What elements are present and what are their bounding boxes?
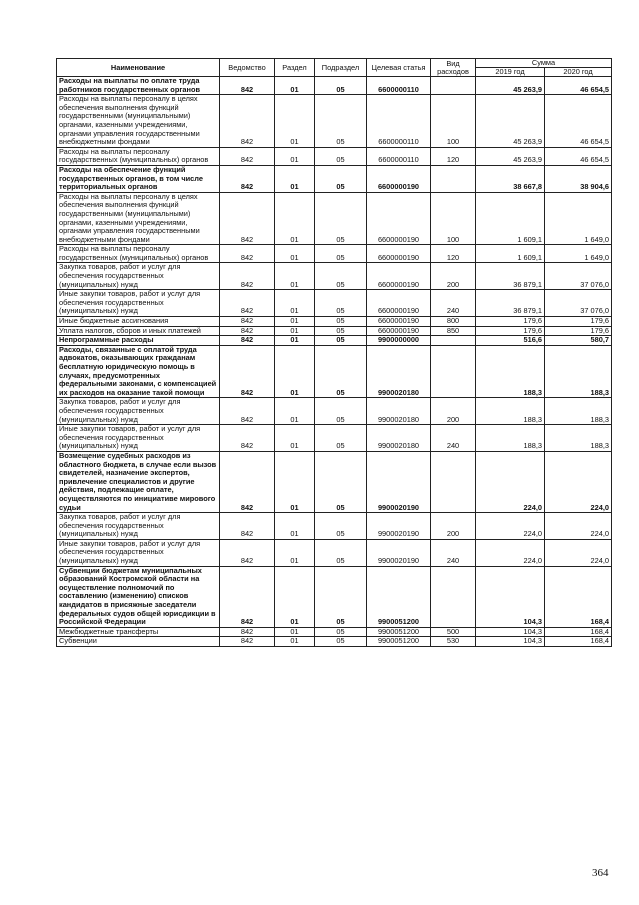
- cell-section: 01: [275, 336, 315, 346]
- cell-2019: 45 263,9: [476, 147, 545, 165]
- cell-2020: 188,3: [545, 398, 612, 425]
- cell-subsection: 05: [315, 566, 367, 627]
- cell-dept: 842: [220, 627, 275, 637]
- cell-target: 6600000190: [367, 192, 431, 245]
- table-row: [57, 637, 612, 647]
- cell-2019: 36 879,1: [476, 290, 545, 317]
- page-number: 364: [592, 867, 609, 879]
- header-sum: Сумма: [476, 59, 612, 68]
- cell-type: 850: [431, 326, 476, 336]
- cell-2020: 46 654,5: [545, 95, 612, 148]
- cell-name: Непрограммные расходы: [57, 336, 220, 346]
- cell-type: 200: [431, 513, 476, 540]
- cell-section: 01: [275, 451, 315, 512]
- cell-subsection: 05: [315, 263, 367, 290]
- cell-type: 240: [431, 290, 476, 317]
- header-name: Наименование: [57, 59, 220, 77]
- cell-2020: 179,6: [545, 326, 612, 336]
- cell-name: Субвенции: [57, 637, 220, 647]
- cell-name: Иные бюджетные ассигнования: [57, 317, 220, 327]
- cell-section: 01: [275, 317, 315, 327]
- cell-2019: 104,3: [476, 566, 545, 627]
- cell-type: 500: [431, 627, 476, 637]
- cell-target: 6600000190: [367, 317, 431, 327]
- cell-section: 01: [275, 627, 315, 637]
- cell-subsection: 05: [315, 326, 367, 336]
- table-row: [57, 263, 612, 290]
- table-row: [57, 95, 612, 148]
- cell-2020: 38 904,6: [545, 165, 612, 192]
- cell-subsection: 05: [315, 192, 367, 245]
- cell-subsection: 05: [315, 627, 367, 637]
- cell-2020: 179,6: [545, 317, 612, 327]
- cell-target: 9900020180: [367, 425, 431, 452]
- cell-dept: 842: [220, 637, 275, 647]
- cell-type: 240: [431, 425, 476, 452]
- cell-2019: 188,3: [476, 398, 545, 425]
- cell-2020: 224,0: [545, 539, 612, 566]
- cell-dept: 842: [220, 425, 275, 452]
- cell-2020: 580,7: [545, 336, 612, 346]
- cell-target: 6600000190: [367, 245, 431, 263]
- table-row: [57, 627, 612, 637]
- cell-2020: 224,0: [545, 513, 612, 540]
- cell-2020: 37 076,0: [545, 290, 612, 317]
- cell-type: [431, 77, 476, 95]
- cell-type: [431, 165, 476, 192]
- cell-subsection: 05: [315, 245, 367, 263]
- budget-table: [56, 58, 612, 647]
- table-row: [57, 245, 612, 263]
- cell-target: 6600000190: [367, 290, 431, 317]
- cell-type: 120: [431, 245, 476, 263]
- cell-target: 6600000190: [367, 165, 431, 192]
- cell-section: 01: [275, 513, 315, 540]
- cell-type: [431, 336, 476, 346]
- cell-2019: 188,3: [476, 345, 545, 398]
- cell-dept: 842: [220, 451, 275, 512]
- cell-subsection: 05: [315, 165, 367, 192]
- cell-type: 530: [431, 637, 476, 647]
- cell-dept: 842: [220, 345, 275, 398]
- cell-name: Расходы на выплаты по оплате труда работников государственных органов: [57, 77, 220, 95]
- cell-type: 200: [431, 398, 476, 425]
- table-row: [57, 147, 612, 165]
- cell-2020: 188,3: [545, 345, 612, 398]
- header-section: Раздел: [275, 59, 315, 77]
- cell-2019: 179,6: [476, 326, 545, 336]
- table-row: [57, 326, 612, 336]
- cell-type: 800: [431, 317, 476, 327]
- cell-name: Закупка товаров, работ и услуг для обеспечения государственных (муниципальных) нужд: [57, 263, 220, 290]
- cell-2019: 188,3: [476, 425, 545, 452]
- cell-name: Расходы на выплаты персоналу государственных (муниципальных) органов: [57, 245, 220, 263]
- cell-dept: 842: [220, 513, 275, 540]
- cell-target: 9900051200: [367, 637, 431, 647]
- cell-2019: 516,6: [476, 336, 545, 346]
- cell-dept: 842: [220, 165, 275, 192]
- cell-subsection: 05: [315, 513, 367, 540]
- table-row: [57, 336, 612, 346]
- cell-2019: 104,3: [476, 627, 545, 637]
- cell-target: 9900020190: [367, 539, 431, 566]
- cell-type: 200: [431, 263, 476, 290]
- table-row: [57, 317, 612, 327]
- cell-target: 9900020180: [367, 398, 431, 425]
- cell-target: 9900051200: [367, 627, 431, 637]
- header-subsection: Подраздел: [315, 59, 367, 77]
- cell-subsection: 05: [315, 398, 367, 425]
- cell-dept: 842: [220, 263, 275, 290]
- cell-2020: 1 649,0: [545, 192, 612, 245]
- cell-name: Субвенции бюджетам муниципальных образований Костромской области на осуществление полномочий по составлению (изменению) списков кандидатов в присяжные заседатели федеральных судов общей юрисдикции в Российской Федерации: [57, 566, 220, 627]
- cell-type: [431, 345, 476, 398]
- cell-subsection: 05: [315, 147, 367, 165]
- cell-2019: 224,0: [476, 539, 545, 566]
- header-year-2019: 2019 год: [476, 68, 545, 77]
- table-row: [57, 398, 612, 425]
- header-year-2020: 2020 год: [545, 68, 612, 77]
- table-row: [57, 539, 612, 566]
- cell-2020: 46 654,5: [545, 77, 612, 95]
- table-row: [57, 290, 612, 317]
- header-dept: Ведомство: [220, 59, 275, 77]
- cell-target: 6600000190: [367, 263, 431, 290]
- cell-section: 01: [275, 398, 315, 425]
- cell-2020: 168,4: [545, 627, 612, 637]
- cell-target: 9900020180: [367, 345, 431, 398]
- cell-subsection: 05: [315, 317, 367, 327]
- cell-dept: 842: [220, 326, 275, 336]
- cell-section: 01: [275, 147, 315, 165]
- cell-2019: 224,0: [476, 451, 545, 512]
- cell-name: Расходы, связанные с оплатой труда адвокатов, оказывающих гражданам бесплатную юридическую помощь в случаях, предусмотренных федеральными законами, с компенсацией их расходов на оказание такой помощи: [57, 345, 220, 398]
- cell-section: 01: [275, 345, 315, 398]
- cell-2020: 188,3: [545, 425, 612, 452]
- cell-2020: 46 654,5: [545, 147, 612, 165]
- cell-section: 01: [275, 165, 315, 192]
- cell-2020: 1 649,0: [545, 245, 612, 263]
- table-row: [57, 165, 612, 192]
- cell-section: 01: [275, 95, 315, 148]
- cell-section: 01: [275, 326, 315, 336]
- cell-2019: 104,3: [476, 637, 545, 647]
- cell-2019: 45 263,9: [476, 77, 545, 95]
- table-row: [57, 345, 612, 398]
- header-target: Целевая статья: [367, 59, 431, 77]
- cell-2019: 38 667,8: [476, 165, 545, 192]
- cell-section: 01: [275, 566, 315, 627]
- cell-target: 9900020190: [367, 451, 431, 512]
- cell-type: 100: [431, 192, 476, 245]
- table-row: [57, 77, 612, 95]
- cell-2019: 36 879,1: [476, 263, 545, 290]
- cell-name: Расходы на выплаты персоналу государственных (муниципальных) органов: [57, 147, 220, 165]
- table-row: [57, 566, 612, 627]
- cell-2019: 1 609,1: [476, 245, 545, 263]
- table-row: [57, 192, 612, 245]
- cell-name: Иные закупки товаров, работ и услуг для обеспечения государственных (муниципальных) нужд: [57, 425, 220, 452]
- cell-target: 9900000000: [367, 336, 431, 346]
- cell-name: Расходы на выплаты персоналу в целях обеспечения выполнения функций государственными (муниципальными) органами, казенными учреждениями, органами управления государственными внебюджетными фондами: [57, 192, 220, 245]
- cell-name: Расходы на выплаты персоналу в целях обеспечения выполнения функций государственными (муниципальными) органами, казенными учреждениями, органами управления государственными внебюджетными фондами: [57, 95, 220, 148]
- header-row: [57, 59, 612, 68]
- cell-section: 01: [275, 539, 315, 566]
- table-row: [57, 451, 612, 512]
- cell-2020: 168,4: [545, 637, 612, 647]
- cell-dept: 842: [220, 317, 275, 327]
- cell-2019: 224,0: [476, 513, 545, 540]
- cell-target: 6600000110: [367, 77, 431, 95]
- cell-2019: 1 609,1: [476, 192, 545, 245]
- cell-name: Иные закупки товаров, работ и услуг для обеспечения государственных (муниципальных) нужд: [57, 290, 220, 317]
- cell-target: 9900020190: [367, 513, 431, 540]
- cell-subsection: 05: [315, 77, 367, 95]
- cell-dept: 842: [220, 95, 275, 148]
- cell-subsection: 05: [315, 637, 367, 647]
- table-body: [57, 77, 612, 647]
- cell-section: 01: [275, 290, 315, 317]
- cell-target: 6600000110: [367, 147, 431, 165]
- cell-name: Уплата налогов, сборов и иных платежей: [57, 326, 220, 336]
- cell-name: Закупка товаров, работ и услуг для обеспечения государственных (муниципальных) нужд: [57, 513, 220, 540]
- cell-dept: 842: [220, 77, 275, 95]
- cell-dept: 842: [220, 192, 275, 245]
- cell-name: Межбюджетные трансферты: [57, 627, 220, 637]
- cell-2020: 37 076,0: [545, 263, 612, 290]
- cell-target: 6600000110: [367, 95, 431, 148]
- cell-dept: 842: [220, 566, 275, 627]
- cell-2019: 45 263,9: [476, 95, 545, 148]
- cell-subsection: 05: [315, 425, 367, 452]
- cell-2019: 179,6: [476, 317, 545, 327]
- cell-section: 01: [275, 77, 315, 95]
- cell-name: Иные закупки товаров, работ и услуг для обеспечения государственных (муниципальных) нужд: [57, 539, 220, 566]
- cell-target: 6600000190: [367, 326, 431, 336]
- cell-section: 01: [275, 245, 315, 263]
- cell-dept: 842: [220, 336, 275, 346]
- cell-subsection: 05: [315, 290, 367, 317]
- cell-dept: 842: [220, 245, 275, 263]
- table-row: [57, 513, 612, 540]
- cell-type: 120: [431, 147, 476, 165]
- cell-name: Расходы на обеспечение функций государственных органов, в том числе территориальных органов: [57, 165, 220, 192]
- cell-subsection: 05: [315, 451, 367, 512]
- header-type: Вид расходов: [431, 59, 476, 77]
- cell-subsection: 05: [315, 345, 367, 398]
- cell-type: [431, 566, 476, 627]
- cell-2020: 224,0: [545, 451, 612, 512]
- cell-dept: 842: [220, 398, 275, 425]
- cell-type: [431, 451, 476, 512]
- cell-dept: 842: [220, 290, 275, 317]
- cell-target: 9900051200: [367, 566, 431, 627]
- cell-type: 100: [431, 95, 476, 148]
- cell-type: 240: [431, 539, 476, 566]
- table-row: [57, 425, 612, 452]
- cell-dept: 842: [220, 539, 275, 566]
- cell-subsection: 05: [315, 336, 367, 346]
- cell-name: Возмещение судебных расходов из областного бюджета, в случае если вызов свидетелей, назначение экспертов, привлечение специалистов и другие действия, подлежащие оплате, осуществляются по инициативе мирового судьи: [57, 451, 220, 512]
- cell-section: 01: [275, 192, 315, 245]
- cell-section: 01: [275, 425, 315, 452]
- cell-name: Закупка товаров, работ и услуг для обеспечения государственных (муниципальных) нужд: [57, 398, 220, 425]
- cell-subsection: 05: [315, 95, 367, 148]
- cell-section: 01: [275, 637, 315, 647]
- cell-subsection: 05: [315, 539, 367, 566]
- cell-2020: 168,4: [545, 566, 612, 627]
- cell-section: 01: [275, 263, 315, 290]
- cell-dept: 842: [220, 147, 275, 165]
